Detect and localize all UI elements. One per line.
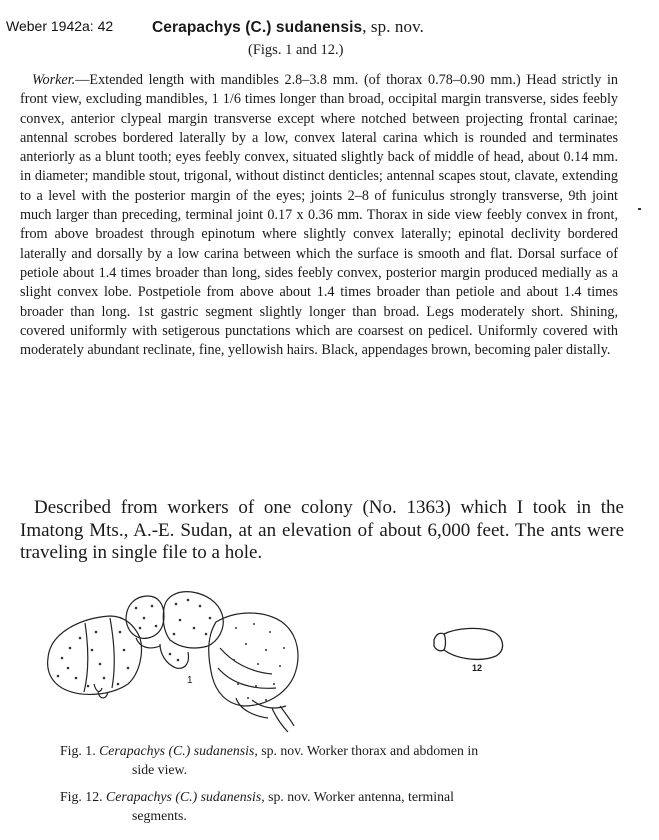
- ant-thorax-abdomen-illustration: [40, 588, 330, 733]
- species-suffix: , sp. nov.: [362, 17, 424, 36]
- figure-1-caption-continuation: side view.: [132, 761, 188, 777]
- figures-reference: (Figs. 1 and 12.): [248, 42, 344, 58]
- antenna-illustration: [430, 618, 510, 678]
- margin-mark: [638, 208, 641, 210]
- citation-header: Weber 1942a: 42: [6, 18, 114, 34]
- figure-12-caption-taxon: Cerapachys (C.) sudanensis: [106, 789, 262, 804]
- figure-12-caption-text: , sp. nov. Worker antenna, terminal: [261, 789, 454, 804]
- worker-lead: Worker.: [32, 72, 76, 88]
- figure-12-label: 12: [472, 663, 483, 673]
- figure-12-caption-continuation: segments.: [132, 807, 187, 823]
- figure-1-caption-prefix: Fig. 1.: [60, 743, 96, 758]
- worker-description-text: —Extended length with mandibles 2.8–3.8 mm. (of thorax 0.78–0.90 mm.) Head strictly in front view, excluding mandibles, 1 1/6 times longer than broad, occipital margin transverse, sides feebly convex, anterior clypeal margin transverse except where notched between projecting frontal carinae; antennal scrobes bordered laterally by a low, convex lateral carina which is rounded and terminates anteriorly as a blunt tooth; eyes feebly convex, situated slightly back of middle of head, about 0.14 mm. in diameter; mandible stout, trigonal, without distinct denticles; antennal scapes stout, clavate, extending to a level with the posterior margin of the eyes; joints 2–8 of funiculus strongly transverse, 9th joint much larger than preceding, terminal joint 0.17 x 0.36 mm. Thorax in side view feebly convex in front, from above broadest through epinotum where slightly convex laterally; epinotal declivity bordered laterally and dorsally by a low carina between which the surface is smooth and flat. Dorsal surface of petiole about 1.4 times broader than long, sides feebly convex, posterior margin produced medially as a slight convex lobe. Postpetiole from above about 1.4 times broader than petiole and about 1.4 times broader than long. 1st gastric segment slightly longer than broad. Legs moderately short. Shining, covered uniformly with setigerous punctations which are coarsest on pedicel. Uniformly covered with moderately abundant reclinate, fine, yellowish hairs. Black, appendages brown, becoming paler distally.: [20, 72, 618, 359]
- figure-12-caption-prefix: Fig. 12.: [60, 789, 103, 804]
- figure-12-caption: [60, 788, 620, 825]
- figure-1-label: 1: [187, 675, 193, 686]
- figure-1-caption-text: , sp. nov. Worker thorax and abdomen in: [254, 743, 479, 758]
- species-title: [152, 17, 424, 37]
- collection-note: Described from workers of one colony (No. 1363) which I took in the Imatong Mts., A.-E. Sudan, at an elevation of about 6,000 feet. The ants were traveling in single file to a hole.: [20, 497, 624, 563]
- figure-1-caption: [60, 742, 620, 779]
- figure-1-caption-taxon: Cerapachys (C.) sudanensis: [99, 743, 255, 758]
- species-name: Cerapachys (C.) sudanensis: [152, 19, 363, 36]
- worker-description: [20, 71, 618, 360]
